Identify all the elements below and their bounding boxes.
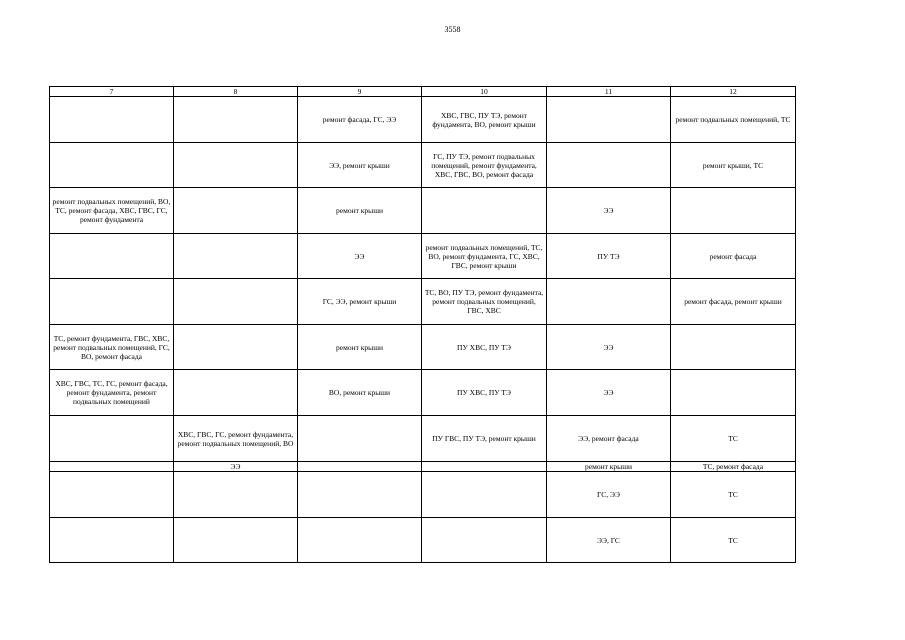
table-cell: ремонт крыши, ТС xyxy=(671,143,796,188)
table-cell: ремонт фасада, ГС, ЭЭ xyxy=(298,97,422,143)
table-row xyxy=(50,234,796,279)
table-cell xyxy=(671,188,796,234)
table-row xyxy=(50,416,796,462)
table-cell: ТС xyxy=(671,472,796,518)
table-cell: ЭЭ xyxy=(547,188,671,234)
table-cell xyxy=(671,370,796,416)
table-row xyxy=(50,188,796,234)
table-cell xyxy=(422,462,547,472)
table-cell xyxy=(50,518,174,563)
table-cell xyxy=(422,472,547,518)
page-number: 3558 xyxy=(444,25,461,34)
table-cell xyxy=(422,188,547,234)
table-cell xyxy=(422,518,547,563)
table-cell: ЭЭ, ГС xyxy=(547,518,671,563)
table-cell: ТС, ремонт фундамента, ГВС, ХВС, ремонт подвальных помещений, ГС, ВО, ремонт фасада xyxy=(50,325,174,370)
table-cell: ХВС, ГВС, ГС, ремонт фундамента, ремонт подвальных помещений, ВО xyxy=(174,416,298,462)
column-header: 8 xyxy=(174,87,298,97)
table-cell: ЭЭ xyxy=(298,234,422,279)
table-cell xyxy=(50,143,174,188)
table-cell xyxy=(298,416,422,462)
table-cell xyxy=(50,234,174,279)
table-row xyxy=(50,97,796,143)
table-cell xyxy=(174,188,298,234)
table-cell xyxy=(50,472,174,518)
table-cell: ЭЭ, ремонт фасада xyxy=(547,416,671,462)
table-cell xyxy=(50,279,174,325)
table-cell xyxy=(174,325,298,370)
column-header: 12 xyxy=(671,87,796,97)
table-cell: ХВС, ГВС, ТС, ГС, ремонт фасада, ремонт фундамента, ремонт подвальных помещений xyxy=(50,370,174,416)
table-cell: ЭЭ xyxy=(547,325,671,370)
table-cell: ПУ ТЭ xyxy=(547,234,671,279)
table-cell: ГС, ЭЭ xyxy=(547,472,671,518)
table-cell: ЭЭ xyxy=(174,462,298,472)
table-cell: ВО, ремонт крыши xyxy=(298,370,422,416)
table-row xyxy=(50,143,796,188)
column-header: 10 xyxy=(422,87,547,97)
table-cell xyxy=(671,325,796,370)
table-cell: ГС, ПУ ТЭ, ремонт подвальных помещений, ремонт фундамента, ХВС, ГВС, ВО, ремонт фасада xyxy=(422,143,547,188)
column-header: 7 xyxy=(50,87,174,97)
table-row xyxy=(50,325,796,370)
table-cell: ремонт подвальных помещений, ТС xyxy=(671,97,796,143)
table-cell: ХВС, ГВС, ПУ ТЭ, ремонт фундамента, ВО, ремонт крыши xyxy=(422,97,547,143)
table-cell: ПУ ХВС, ПУ ТЭ xyxy=(422,325,547,370)
table-row xyxy=(50,518,796,563)
table-cell xyxy=(174,279,298,325)
table-cell: ЭЭ, ремонт крыши xyxy=(298,143,422,188)
table-cell xyxy=(298,462,422,472)
table-cell xyxy=(298,518,422,563)
table-cell xyxy=(174,97,298,143)
table-row xyxy=(50,472,796,518)
column-header: 11 xyxy=(547,87,671,97)
table-cell: ПУ ХВС, ПУ ТЭ xyxy=(422,370,547,416)
table-cell: ГС, ЭЭ, ремонт крыши xyxy=(298,279,422,325)
table-cell xyxy=(174,472,298,518)
table-row xyxy=(50,462,796,472)
table-cell: ПУ ГВС, ПУ ТЭ, ремонт крыши xyxy=(422,416,547,462)
table-cell: ремонт фасада, ремонт крыши xyxy=(671,279,796,325)
column-header: 9 xyxy=(298,87,422,97)
table-cell: ТС xyxy=(671,416,796,462)
table-cell xyxy=(547,97,671,143)
table-cell: ремонт подвальных помещений, ТС, ВО, ремонт фундамента, ГС, ХВС, ГВС, ремонт крыши xyxy=(422,234,547,279)
table-cell xyxy=(547,279,671,325)
table-cell: ремонт подвальных помещений, ВО, ТС, ремонт фасада, ХВС, ГВС, ГС, ремонт фундамента xyxy=(50,188,174,234)
header-row xyxy=(50,87,796,97)
table-cell: ТС, ремонт фасада xyxy=(671,462,796,472)
table-cell xyxy=(298,472,422,518)
table-cell xyxy=(50,97,174,143)
table-cell xyxy=(174,370,298,416)
table-cell xyxy=(50,462,174,472)
table-row xyxy=(50,279,796,325)
table-cell xyxy=(174,234,298,279)
table-cell xyxy=(50,416,174,462)
table-cell: ремонт крыши xyxy=(298,188,422,234)
table-cell: ТС, ВО, ПУ ТЭ, ремонт фундамента, ремонт подвальных помещений, ГВС, ХВС xyxy=(422,279,547,325)
table-cell: ремонт крыши xyxy=(298,325,422,370)
table-cell xyxy=(174,143,298,188)
table-cell: ТС xyxy=(671,518,796,563)
works-table xyxy=(49,86,796,563)
table-cell xyxy=(174,518,298,563)
table-cell: ремонт фасада xyxy=(671,234,796,279)
table-cell: ЭЭ xyxy=(547,370,671,416)
table-cell: ремонт крыши xyxy=(547,462,671,472)
table-cell xyxy=(547,143,671,188)
table-row xyxy=(50,370,796,416)
